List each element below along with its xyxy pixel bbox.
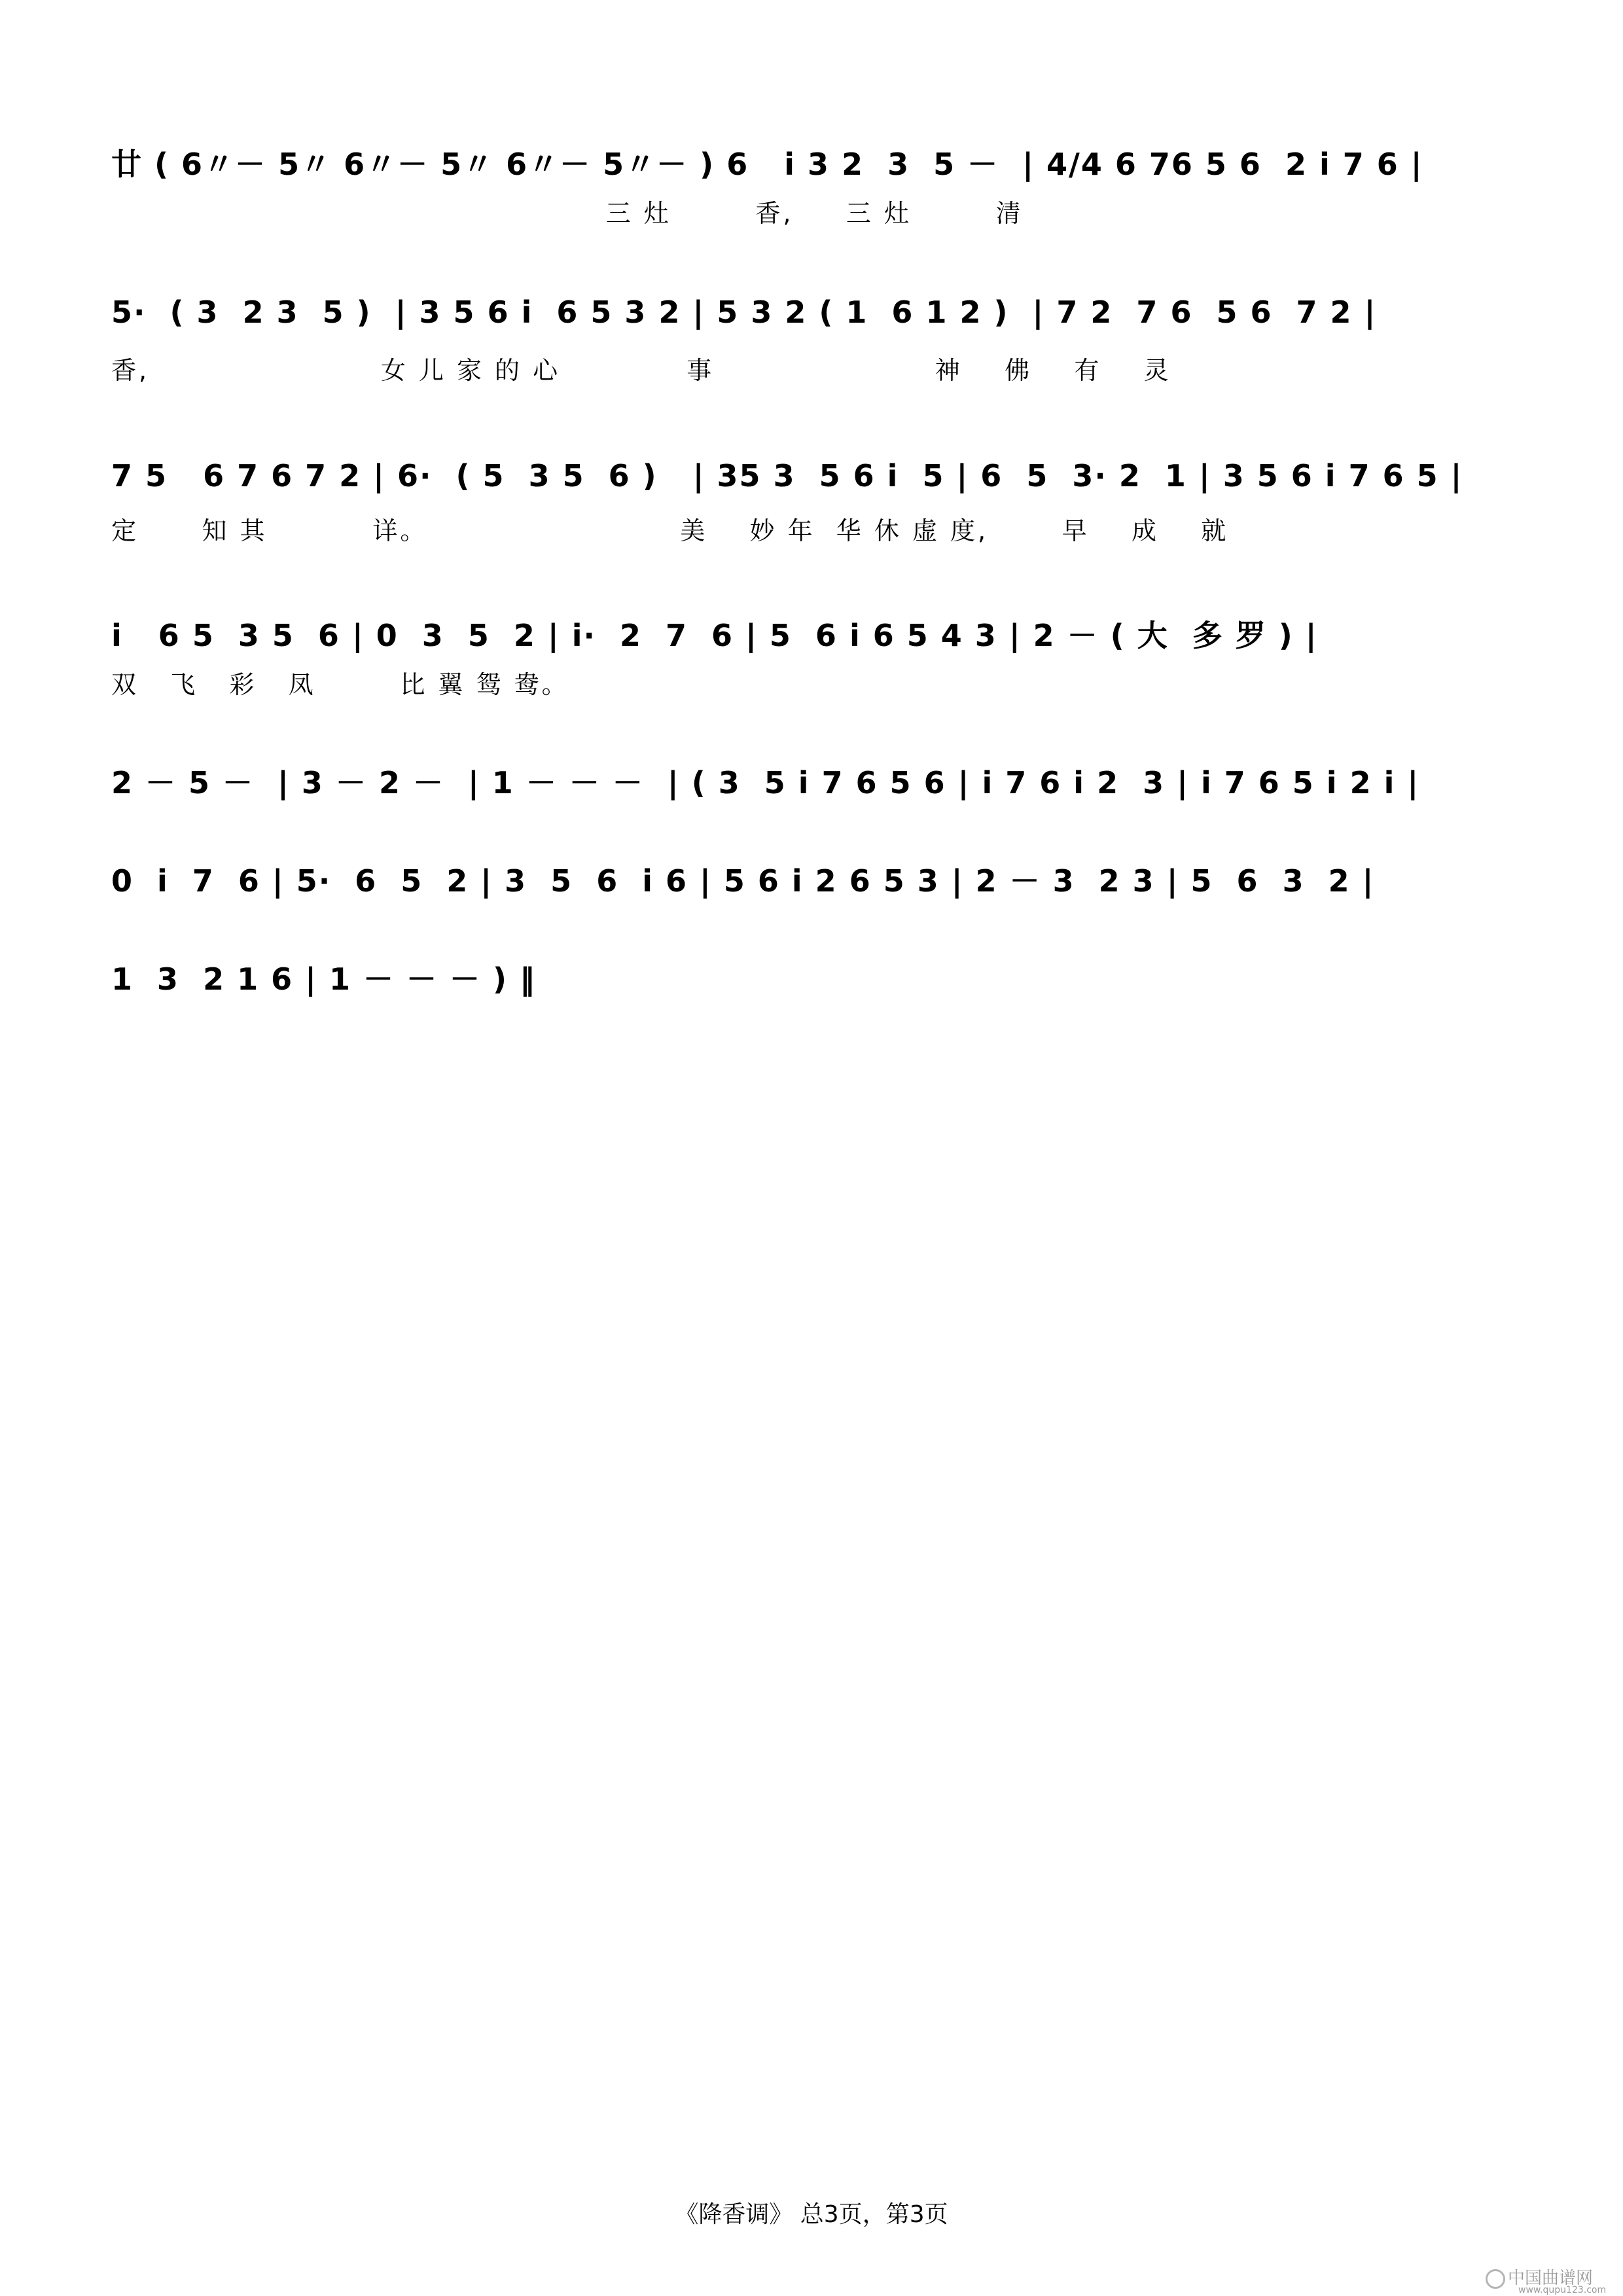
site-logo-icon [1486,2269,1505,2289]
notes-line-1: 廿 ( 6〃－ 5〃 6〃－ 5〃 6〃－ 5〃－ ) 6 i 3 2 3 5 － | 4/4 6 76 5 6 2 i 7 6 | [111,147,1423,182]
watermark-url: www.qupu123.com [1518,2285,1607,2295]
notes-line-4: i 6 5 3 5 6 | 0 3 5 2 | i· 2 7 6 | 5 6 i 6 5 4 3 | 2 － ( 大 多 罗 ) | [111,618,1318,653]
lyrics-line-1: 三 灶 香, 三 灶 清 [111,199,1024,228]
page-footer: 《降香调》 总3页，第3页 [675,2201,948,2228]
site-watermark [1486,2265,1606,2295]
lyrics-line-2: 香, 女 儿 家 的 心 事 神 佛 有 灵 [111,356,1171,385]
notes-line-7: 1 3 2 1 6 | 1 － － － ) ‖ [111,961,537,997]
notes-line-2: 5· ( 3 2 3 5 ) | 3 5 6 i 6 5 3 2 | 5 3 2 ( 1 6 1 2 ) | 7 2 7 6 5 6 7 2 | [111,295,1377,330]
watermark-name: 中国曲谱网 [1508,2269,1594,2288]
lyrics-line-3: 定 知 其 详。 美 妙 年 华 休 虚 度, 早 成 就 [111,516,1229,545]
notes-line-3: 7 5 6 7 6 7 2 | 6· ( 5 3 5 6 ) | 35 3 5 6 i 5 | 6 5 3· 2 1 | 3 5 6 i 7 6 5 | [111,458,1463,493]
notes-line-5: 2 － 5 － | 3 － 2 － | 1 － － － | ( 3 5 i 7 6 5 6 | i 7 6 i 2 3 | i 7 6 5 i 2 i | [111,765,1420,800]
notes-line-6: 0 i 7 6 | 5· 6 5 2 | 3 5 6 i 6 | 5 6 i 2 6 5 3 | 2 － 3 2 3 | 5 6 3 2 | [111,863,1375,899]
lyrics-line-4: 双 飞 彩 凤 比 翼 鸳 鸯。 [111,670,569,699]
